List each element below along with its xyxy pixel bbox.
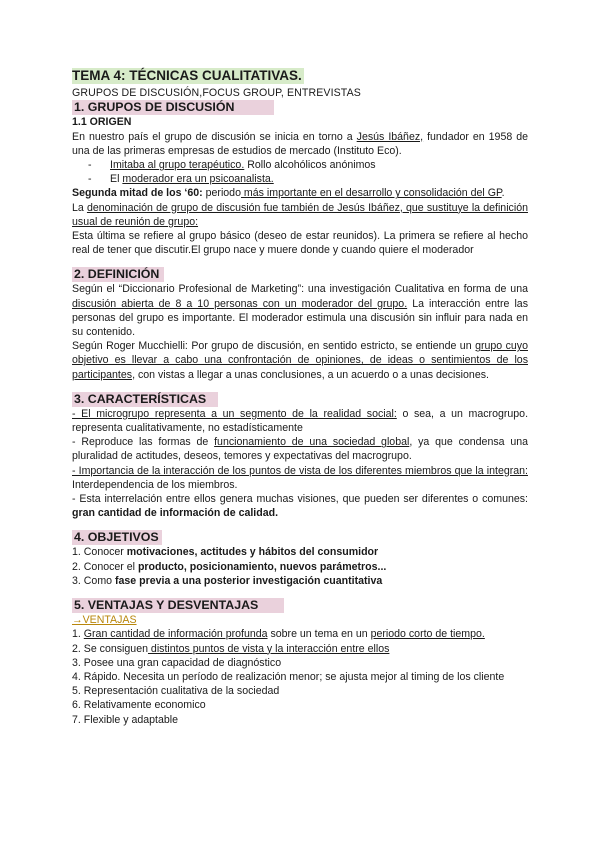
bullet-item <box>72 158 528 172</box>
underlined-text: funcionamiento de una sociedad global <box>214 436 410 449</box>
advantage-2 <box>72 642 528 656</box>
text: con vistas a llegar a unas conclusiones, a un acuerdo o a unas decisiones. <box>135 368 489 381</box>
bold-text: fase previa a una posterior investigación cuantitativa <box>114 574 383 587</box>
advantage-4: 4. Rápido. Necesita un período de realización menor; se ajusta mejor al timing de los cliente <box>72 670 505 683</box>
text: . <box>501 187 505 200</box>
advantage-6: 6. Relativamente economico <box>72 699 206 712</box>
bold-text: producto, posicionamiento, nuevos parámetros... <box>137 560 387 573</box>
text: 2. Conocer el <box>72 560 138 573</box>
text: La interacción entre las personas del grupo es importante. El moderador estimula una discusión sin influir para nada en su contenido. <box>72 297 528 339</box>
section-3-title: 3. CARACTERÍSTICAS <box>72 392 218 407</box>
sixties-paragraph <box>72 186 528 200</box>
underlined-text: más importante en el desarrollo y consolidación del GP <box>240 187 502 200</box>
text: 2. Se consiguen <box>72 642 148 655</box>
underlined-text: Imitaba al grupo terapéutico. <box>110 159 245 172</box>
bold-text: Segunda mitad de los ‘60: <box>72 187 203 200</box>
text: Según el “Diccionario Profesional de Marketing”: una investigación Cualitativa en forma de una <box>72 283 528 296</box>
text: 1. <box>72 628 84 641</box>
spacer <box>72 382 528 392</box>
underlined-text: periodo corto de tiempo. <box>370 628 485 641</box>
text: 3. Como <box>72 574 115 587</box>
objective-1 <box>72 545 528 559</box>
basic-group-paragraph: Esta última se refiere al grupo básico (deseo de estar reunidos). La primera se refiere al hecho real de tener que discutir.El grupo nace y muere donde y cuando quiere el moderador <box>72 230 528 257</box>
underlined-text: distintos puntos de vista y la interacción entre ellos <box>147 642 390 655</box>
underlined-text: denominación de grupo de discusión fue también de Jesús Ibáñez, que sustituye la definición usual de reunión de grupo: <box>72 201 528 228</box>
objective-3 <box>72 574 528 588</box>
definition-paragraph-2 <box>72 339 528 382</box>
text: - Esta interrelación entre ellos genera muchas visiones, que pueden ser diferentes o comunes: <box>72 493 528 506</box>
section-1-1-title: 1.1 ORIGEN <box>72 116 132 129</box>
bold-text: motivaciones, actitudes y hábitos del consumidor <box>126 546 379 559</box>
text: 1. Conocer <box>72 546 127 559</box>
spacer <box>72 257 528 267</box>
section-1-title: 1. GRUPOS DE DISCUSIÓN <box>72 100 274 115</box>
section-2-title: 2. DEFINICIÓN <box>72 267 164 282</box>
ventajas-heading: →VENTAJAS <box>72 614 137 627</box>
underlined-text: grupo cuyo objetivo es llevar a cabo una confrontación de opiniones, de ideas o sentimientos de los participantes, <box>72 340 528 381</box>
underlined-text: Jesús Ibáñez, <box>356 130 424 143</box>
objective-2 <box>72 560 528 574</box>
characteristic-1 <box>72 407 528 435</box>
bold-text: gran cantidad de información de calidad. <box>72 507 279 520</box>
advantage-1 <box>72 627 528 641</box>
underlined-text: - El microgrupo representa a un segmento de la realidad social: <box>72 407 397 420</box>
underlined-text: moderador era un psicoanalista. <box>122 173 274 186</box>
origin-paragraph <box>72 130 528 158</box>
characteristic-2 <box>72 435 528 463</box>
section-4-title: 4. OBJETIVOS <box>72 530 162 545</box>
characteristic-4 <box>72 492 528 520</box>
text: La <box>72 201 87 214</box>
document-subtitle: GRUPOS DE DISCUSIÓN,FOCUS GROUP, ENTREVISTAS <box>72 87 361 100</box>
document-title: TEMA 4: TÉCNICAS CUALITATIVAS. <box>72 68 302 83</box>
text: fundador en 1958 de una de las primeras empresas de estudios de mercado (Instituto Eco). <box>72 130 528 157</box>
underlined-text: discusión abierta de 8 a 10 personas con un moderador del grupo. <box>72 297 408 310</box>
advantage-7: 7. Flexible y adaptable <box>72 713 179 726</box>
advantage-3: 3. Posee una gran capacidad de diagnóstico <box>72 656 282 669</box>
text: sobre un tema en un <box>267 628 371 641</box>
text: - Reproduce las formas de <box>72 436 215 449</box>
text: Según Roger Mucchielli: Por grupo de discusión, en sentido estricto, se entiende un <box>72 340 476 353</box>
underlined-text: Gran cantidad de información profunda <box>83 628 268 641</box>
underlined-text: - Importancia de la interacción de los puntos de vista de los diferentes miembros que la integran: <box>72 464 528 477</box>
dash-icon: - <box>88 173 92 186</box>
document-page <box>72 68 528 727</box>
denomination-paragraph <box>72 201 528 229</box>
text: Rollo alcohólicos anónimos <box>244 159 376 172</box>
text: En nuestro país el grupo de discusión se inicia en torno a <box>72 130 357 143</box>
advantage-5: 5. Representación cualitativa de la sociedad <box>72 685 280 698</box>
text: o sea, a un macrogrupo. representa cualitativamente, no estadísticamente <box>72 407 529 435</box>
text: periodo <box>202 187 241 200</box>
spacer <box>72 520 528 530</box>
characteristic-3 <box>72 464 528 492</box>
spacer <box>72 588 528 598</box>
definition-paragraph-1 <box>72 282 528 339</box>
text: Interdependencia de los miembros. <box>72 478 238 491</box>
bullet-item <box>72 172 528 186</box>
section-5-title: 5. VENTAJAS Y DESVENTAJAS <box>72 598 284 613</box>
text: , ya que condensa una pluralidad de actitudes, deseos, temores y expectativas del macrogrupo. <box>72 436 529 463</box>
dash-icon: - <box>88 159 92 172</box>
text: El <box>110 173 123 186</box>
